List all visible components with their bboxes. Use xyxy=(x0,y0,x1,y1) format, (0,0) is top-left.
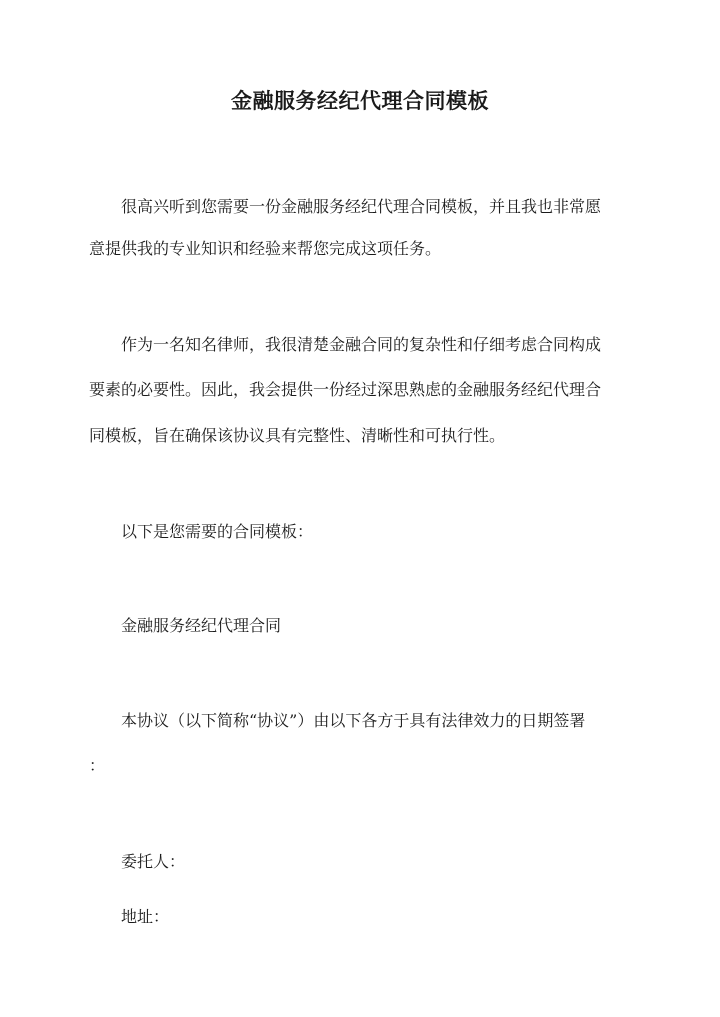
paragraph-agreement-line-1: 本协议（以下简称“协议”）由以下各方于具有法律效力的日期签署 xyxy=(121,711,586,730)
paragraph-intro-line-2: 意提供我的专业知识和经验来帮您完成这项任务。 xyxy=(89,239,442,258)
paragraph-lawyer-line-1: 作为一名知名律师，我很清楚金融合同的复杂性和仔细考虑合同构成 xyxy=(121,335,602,354)
paragraph-template-intro: 以下是您需要的合同模板： xyxy=(121,522,314,541)
address-field: 地址： xyxy=(121,907,170,926)
principal-field: 委托人： xyxy=(121,852,186,871)
paragraph-lawyer-line-2: 要素的必要性。因此，我会提供一份经过深思熟虑的金融服务经纪代理合 xyxy=(89,380,602,399)
contract-heading: 金融服务经纪代理合同 xyxy=(121,616,282,635)
paragraph-intro-line-1: 很高兴听到您需要一份金融服务经纪代理合同模板，并且我也非常愿 xyxy=(121,197,602,216)
paragraph-agreement-line-2: ： xyxy=(89,756,106,775)
document-title: 金融服务经纪代理合同模板 xyxy=(231,88,489,113)
paragraph-lawyer-line-3: 同模板，旨在确保该协议具有完整性、清晰性和可执行性。 xyxy=(89,426,506,445)
